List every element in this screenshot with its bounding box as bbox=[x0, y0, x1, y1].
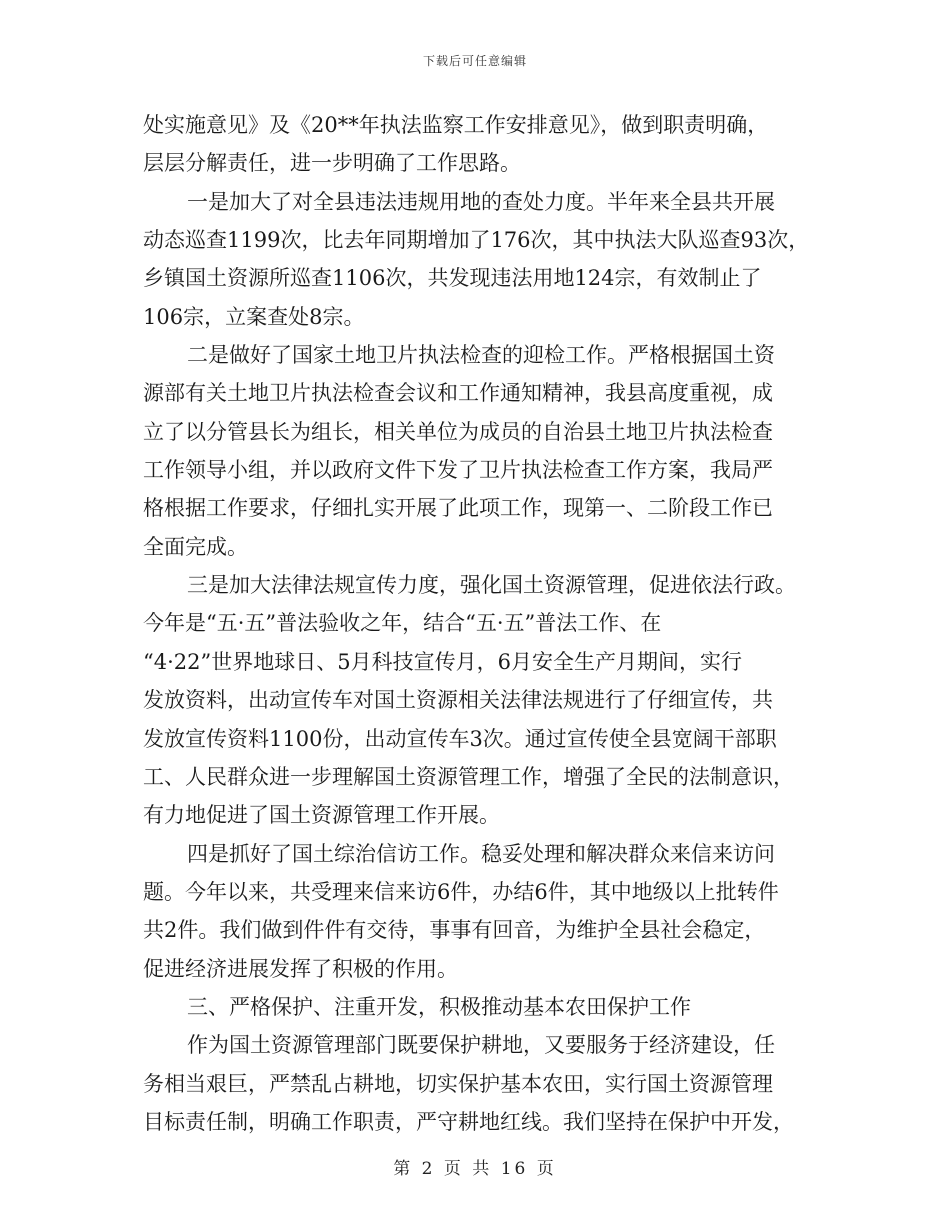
text-line: 发放资料，出动宣传车对国土资源相关法律法规进行了仔细宣传，共 bbox=[143, 688, 773, 713]
text-line: 工、人民群众进一步理解国土资源管理工作，增强了全民的法制意识， bbox=[143, 764, 794, 789]
text-line: 工作领导小组，并以政府文件下发了卫片执法检查工作方案，我局严 bbox=[143, 458, 773, 483]
text-line: 全面完成。 bbox=[143, 534, 248, 559]
text-line: 促进经济进展发挥了积极的作用。 bbox=[143, 956, 458, 981]
text-line: “4·22”世界地球日、5月科技宣传月，6月安全生产月期间，实行 bbox=[143, 649, 742, 674]
text-line: 四是抓好了国土综治信访工作。稳妥处理和解决群众来信来访问 bbox=[187, 841, 775, 866]
text-line: 106宗，立案查处8宗。 bbox=[143, 304, 365, 329]
text-line: 立了以分管县长为组长，相关单位为成员的自治县土地卫片执法检查 bbox=[143, 419, 773, 444]
text-line: 目标责任制，明确工作职责，严守耕地红线。我们坚持在保护中开发， bbox=[143, 1109, 794, 1134]
text-line: 一是加大了对全县违法违规用地的查处力度。半年来全县共开展 bbox=[187, 189, 775, 214]
page-footer: 第 2 页 共 16 页 bbox=[393, 1159, 557, 1179]
text-line: 有力地促进了国土资源管理工作开展。 bbox=[143, 803, 500, 828]
text-line: 源部有关土地卫片执法检查会议和工作通知精神，我县高度重视，成 bbox=[143, 381, 773, 406]
text-line: 三是加大法律法规宣传力度，强化国土资源管理，促进依法行政。 bbox=[187, 573, 796, 598]
text-line: 今年是“五·五”普法验收之年，结合“五·五”普法工作、在 bbox=[143, 611, 662, 636]
text-line: 乡镇国土资源所巡查1106次，共发现违法用地124宗，有效制止了 bbox=[143, 266, 762, 291]
text-line: 题。今年以来，共受理来信来访6件，办结6件，其中地级以上批转件 bbox=[143, 879, 779, 904]
text-line: 共2件。我们做到件件有交待，事事有回音，为维护全县社会稳定， bbox=[143, 918, 766, 943]
text-line: 务相当艰巨，严禁乱占耕地，切实保护基本农田，实行国土资源管理 bbox=[143, 1071, 773, 1096]
text-line: 作为国土资源管理部门既要保护耕地，又要服务于经济建设，任 bbox=[187, 1033, 775, 1058]
text-line: 发放宣传资料1100份，出动宣传车3次。通过宣传使全县宽阔干部职 bbox=[143, 726, 777, 751]
document-body bbox=[143, 106, 811, 1141]
text-line: 层层分解责任，进一步明确了工作思路。 bbox=[143, 151, 521, 176]
text-line: 动态巡查1199次，比去年同期增加了176次，其中执法大队巡查93次， bbox=[143, 228, 810, 253]
text-line: 格根据工作要求，仔细扎实开展了此项工作，现第一、二阶段工作已 bbox=[143, 496, 773, 521]
text-line: 处实施意见》及《20**年执法监察工作安排意见》，做到职责明确， bbox=[143, 113, 769, 137]
text-line: 三、严格保护、注重开发，积极推动基本农田保护工作 bbox=[187, 994, 691, 1019]
text-line: 二是做好了国家土地卫片执法检查的迎检工作。严格根据国土资 bbox=[187, 343, 775, 368]
page-header: 下载后可任意编辑 bbox=[422, 54, 527, 68]
